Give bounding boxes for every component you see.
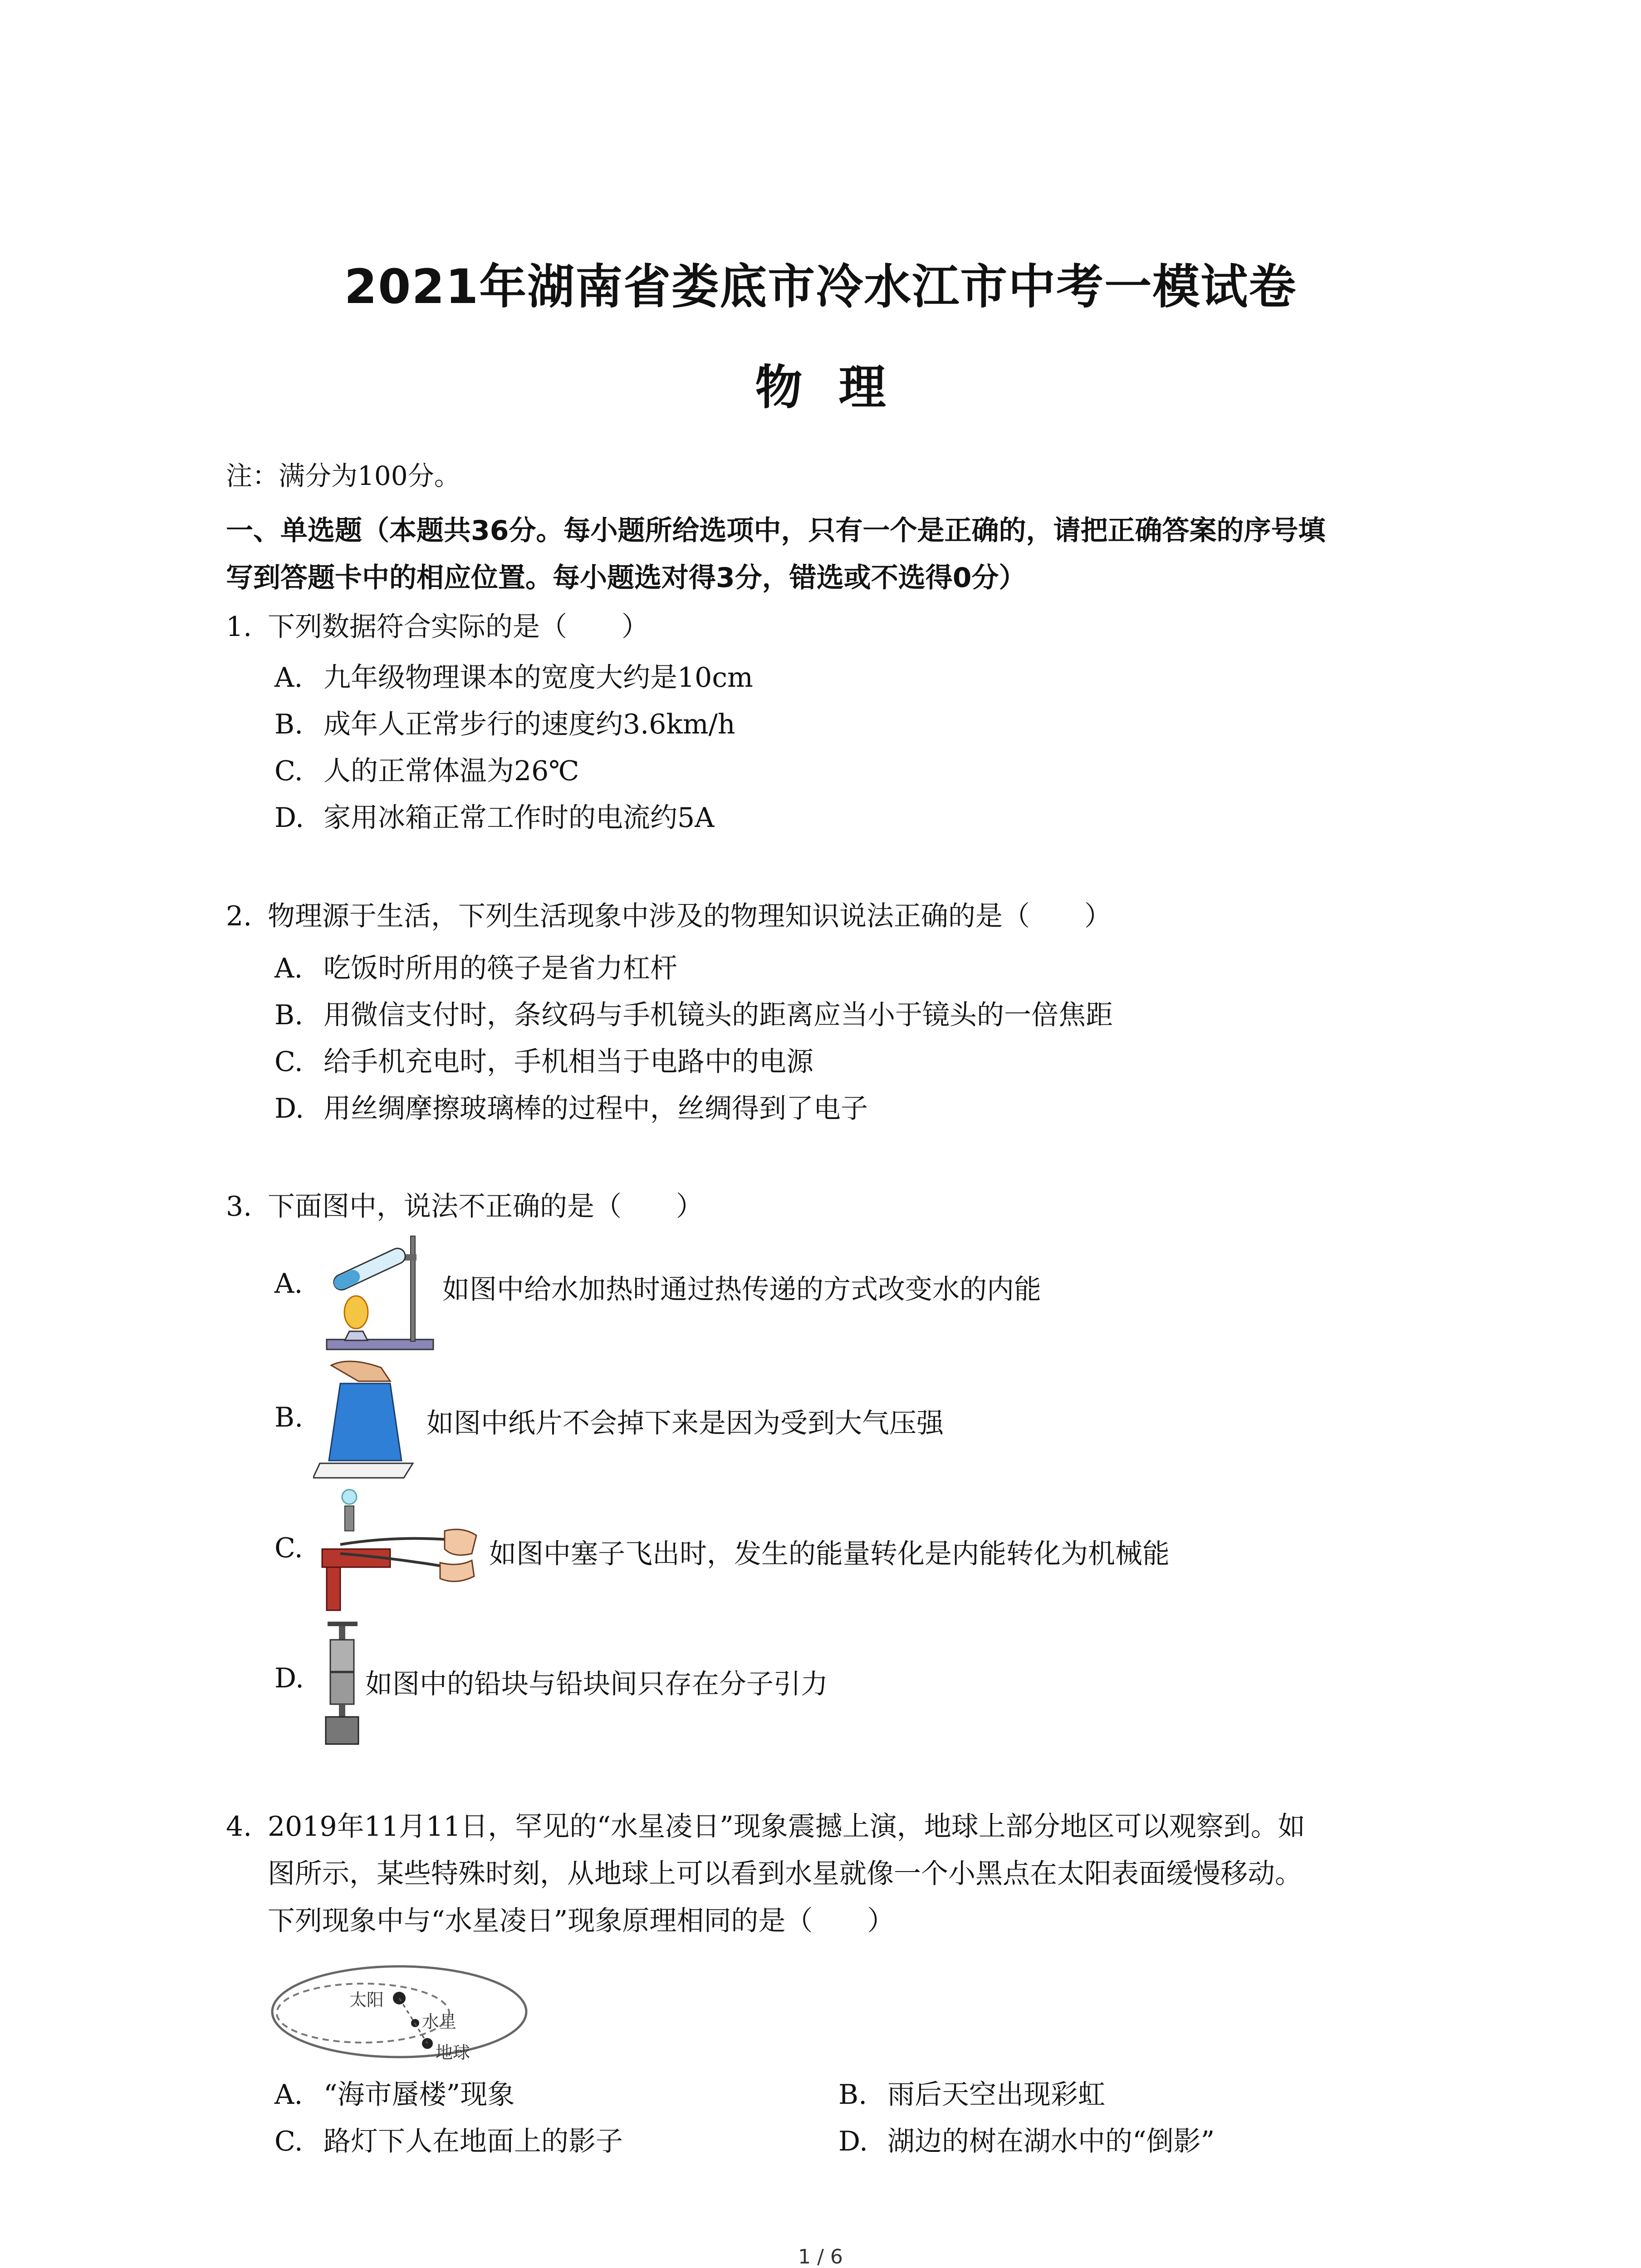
q4-option-c[interactable]	[274, 2120, 623, 2159]
q3-option-d-text[interactable]: 如图中的铅块与铅块间只存在分子引力	[365, 1668, 828, 1700]
option-label: A.	[274, 662, 303, 694]
question-4	[226, 1803, 1451, 1945]
option-label: D.	[274, 1093, 304, 1124]
q1-option-b[interactable]	[274, 703, 735, 742]
exam-title: 2021年湖南省娄底市冷水江市中考一模试卷	[344, 259, 1297, 314]
question-number: 3.	[226, 1191, 252, 1222]
option-label: C.	[274, 1046, 303, 1078]
question-stem: 物理源于生活，下列生活现象中涉及的物理知识说法正确的是（ ）	[268, 900, 1112, 932]
option-text: “海市蜃楼”现象	[323, 2079, 515, 2111]
question-number: 2.	[226, 900, 252, 932]
question-stem-line-2: 图所示，某些特殊时刻，从地球上可以看到水星就像一个小黑点在太阳表面缓慢移动。	[268, 1858, 1302, 1890]
option-text: 路灯下人在地面上的影子	[323, 2126, 623, 2157]
q1-option-c[interactable]	[274, 749, 579, 788]
question-stem: 下列数据符合实际的是（ ）	[268, 611, 649, 643]
q4-option-b[interactable]	[838, 2073, 1105, 2112]
option-text: 成年人正常步行的速度约3.6km/h	[323, 709, 735, 740]
option-text: 用微信支付时，条纹码与手机镜头的距离应当小于镜头的一倍焦距	[323, 999, 1113, 1031]
q2-option-d[interactable]	[274, 1087, 868, 1126]
question-3	[226, 1183, 1460, 1230]
q1-option-a[interactable]	[274, 656, 753, 695]
q3-option-b-label: B.	[274, 1402, 304, 1433]
question-number: 4.	[226, 1811, 252, 1843]
q3-option-a-label: A.	[274, 1268, 303, 1300]
sun-label: 太阳	[349, 1990, 384, 2010]
option-text: 家用冰箱正常工作时的电流约5A	[323, 802, 715, 834]
subject-title: 物理	[755, 360, 922, 415]
q3-option-b-text[interactable]: 如图中纸片不会掉下来是因为受到大气压强	[426, 1408, 944, 1439]
q4-option-a[interactable]	[274, 2073, 514, 2112]
option-label: D.	[274, 802, 304, 834]
q2-option-a[interactable]	[274, 947, 677, 986]
option-label: C.	[274, 2126, 303, 2157]
q2-option-c[interactable]	[274, 1040, 813, 1079]
inverted-cup-figure	[313, 1356, 422, 1481]
option-text: 雨后天空出现彩虹	[887, 2079, 1105, 2111]
score-note: 注：满分为100分。	[226, 460, 460, 491]
option-label: B.	[274, 709, 304, 740]
q3-option-a-text[interactable]: 如图中给水加热时通过热传递的方式改变水的内能	[442, 1274, 1041, 1305]
option-text: 九年级物理课本的宽度大约是10cm	[323, 662, 753, 694]
question-stem-line-3: 下列现象中与“水星凌日”现象原理相同的是（ ）	[268, 1905, 895, 1937]
section-heading-line-2: 写到答题卡中的相应位置。每小题选对得3分，错选或不选得0分）	[226, 562, 1026, 594]
option-text: 人的正常体温为26℃	[323, 755, 579, 787]
option-text: 吃饭时所用的筷子是省力杠杆	[323, 953, 677, 984]
heating-test-tube-figure	[318, 1227, 440, 1354]
option-label: C.	[274, 755, 303, 787]
section-heading	[226, 507, 1460, 601]
question-2	[226, 893, 1460, 940]
q1-option-d[interactable]	[274, 796, 715, 835]
question-number: 1.	[226, 611, 252, 643]
option-label: D.	[838, 2126, 868, 2157]
q2-option-b[interactable]	[274, 993, 1113, 1032]
question-1	[226, 603, 1460, 650]
question-stem-line-1: 2019年11月11日，罕见的“水星凌日”现象震撼上演，地球上部分地区可以观察到。如	[268, 1811, 1305, 1843]
option-text: 给手机充电时，手机相当于电路中的电源	[323, 1046, 813, 1078]
mercury-label: 水星	[422, 2012, 457, 2032]
q3-option-c-text[interactable]: 如图中塞子飞出时，发生的能量转化是内能转化为机械能	[489, 1538, 1170, 1570]
earth-label: 地球	[436, 2043, 470, 2063]
option-text: 用丝绸摩擦玻璃棒的过程中，丝绸得到了电子	[323, 1093, 868, 1124]
option-text: 湖边的树在湖水中的“倒影”	[887, 2126, 1215, 2157]
q3-option-d-label: D.	[274, 1662, 304, 1694]
stopper-figure	[313, 1486, 485, 1617]
q4-option-d[interactable]	[838, 2120, 1215, 2159]
option-label: B.	[274, 999, 304, 1031]
option-label: A.	[274, 953, 303, 984]
option-label: A.	[274, 2079, 303, 2111]
page-number: 1 / 6	[798, 2245, 843, 2268]
mercury-transit-figure	[268, 1955, 531, 2068]
section-heading-line-1: 一、单选题（本题共36分。每小题所给选项中，只有一个是正确的，请把正确答案的序号填	[226, 515, 1326, 547]
q3-option-c-label: C.	[274, 1532, 303, 1564]
option-label: B.	[838, 2079, 867, 2111]
question-stem: 下面图中，说法不正确的是（ ）	[268, 1191, 703, 1222]
lead-blocks-figure	[318, 1622, 367, 1749]
